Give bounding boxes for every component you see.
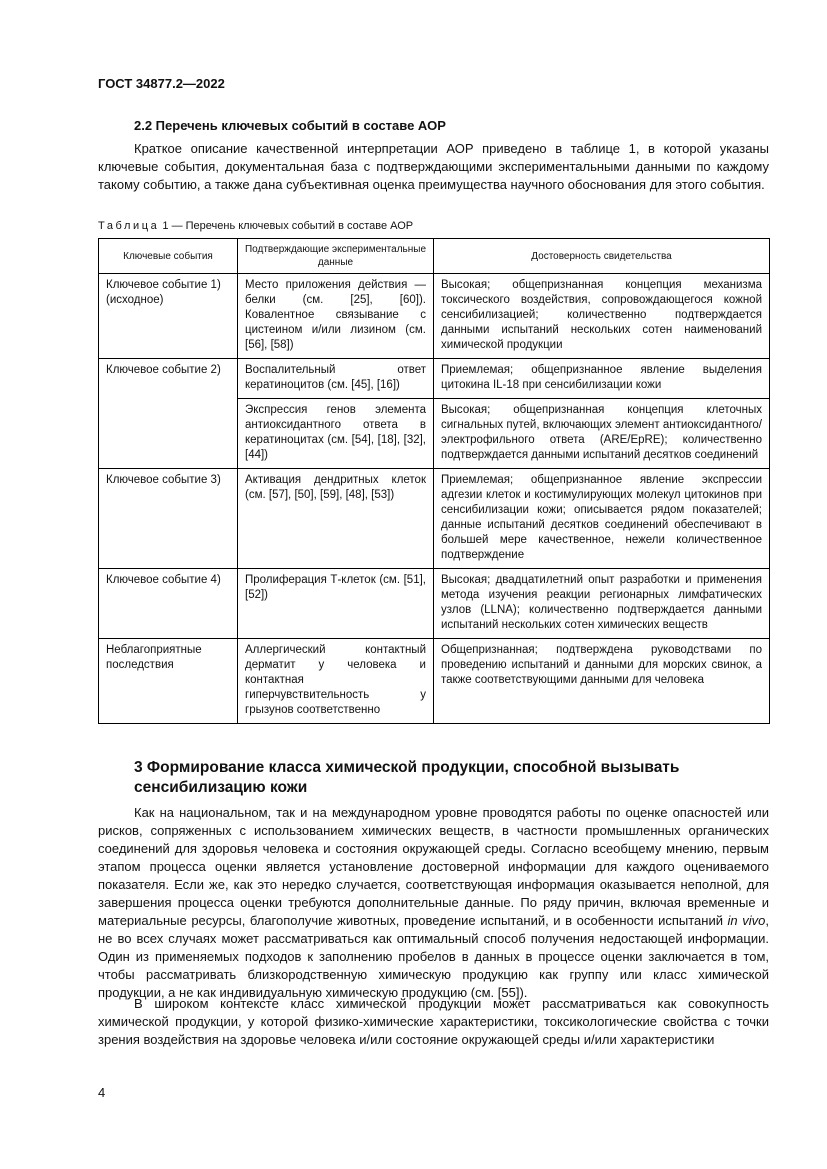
table-row	[99, 639, 770, 724]
cell-event: Неблагоприятные последствия	[99, 639, 238, 724]
cell-evidence: Высокая; двадцатилетний опыт разработки и применения метода изучения реакции регионарных лимфатических узлов (LLNA); количественно подтверждается данными испытаний нескольких сотен химических веществ	[434, 569, 770, 639]
header-key-events: Ключевые события	[99, 239, 238, 274]
cell-data: Пролиферация Т-клеток (см. [51], [52])	[238, 569, 434, 639]
section-2-2-paragraph: Краткое описание качественной интерпретации АОР приведено в таблице 1, в которой указаны ключевые события, документальная база с подтверждающими экспериментальными данными по каждому такому событию, а также дана субъективная оценка преимущества научного обоснования для этого события.	[98, 141, 769, 192]
document-code: ГОСТ 34877.2—2022	[98, 76, 225, 91]
section-3-heading: 3 Формирование класса химической продукции, способной вызывать сенсибилизацию кожи	[134, 759, 680, 796]
cell-event: Ключевое событие 3)	[99, 469, 238, 569]
cell-data: Место приложения действия — белки (см. [25], [60]). Ковалентное связывание с цистеином и/или лизином (см. [56], [58])	[238, 274, 434, 359]
paragraph-text: , не во всех случаях может рассматриваться как оптимальный способ получения недостающей информации. Один из применяемых подходов к заполнению пробелов в данных в процессе оценки заключается в том, чтобы рассматривать близкородственную химическую продукцию как группу или класс химической продукции, а не как индивидуальную химическую продукцию (см. [55]).	[98, 913, 769, 1000]
header-experimental-data: Подтверждающие экспериментальные данные	[238, 239, 434, 274]
table-row	[99, 569, 770, 639]
cell-event: Ключевое событие 1) (исходное)	[99, 274, 238, 359]
table-row	[99, 469, 770, 569]
cell-event: Ключевое событие 2)	[99, 359, 238, 469]
cell-evidence: Высокая; общепризнанная концепция механизма токсического воздействия, сопровождающегося кожной сенсибилизацией; количественно подтверждается данными испытаний нескольких сотен наименований химической продукции	[434, 274, 770, 359]
cell-data: Экспрессия генов элемента антиоксидантного ответа в кератиноцитах (см. [54], [18], [32], [44])	[238, 399, 434, 469]
section-3-paragraph-2: В широком контексте класс химической продукции может рассматриваться как совокупность химической продукции, у которой физико-химические характеристики, токсикологические свойства с точки зрения воздействия на здоровье человека и/или состояние окружающей среды и/или характеристики	[98, 996, 769, 1047]
header-evidence: Достоверность свидетельства	[434, 239, 770, 274]
paragraph-italic: in vivo	[727, 913, 766, 928]
cell-data: Аллергический контактный дерматит у человека и контактная гиперчувствительность у грызунов соответственно	[238, 639, 434, 724]
section-3-paragraph-1	[98, 804, 769, 1002]
cell-data: Активация дендритных клеток (см. [57], [50], [59], [48], [53])	[238, 469, 434, 569]
cell-evidence: Высокая; общепризнанная концепция клеточных сигнальных путей, включающих элемент антиоксидантного/электрофильного ответа (ARE/EpRE); количественно подтверждается данными испытаний десятков соединений	[434, 399, 770, 469]
cell-evidence: Приемлемая; общепризнанное явление экспрессии адгезии клеток и костимулирующих молекул цитокинов при сенсибилизации кожи; описывается рядом показателей; данные испытаний десятков соединений обеспечивают в большей мере качественное, нежели количественное подтверждение	[434, 469, 770, 569]
cell-data: Воспалительный ответ кератиноцитов (см. [45], [16])	[238, 359, 434, 399]
key-events-table	[98, 238, 770, 724]
table-row	[99, 359, 770, 399]
table-row	[99, 274, 770, 359]
paragraph-text: Как на национальном, так и на международном уровне проводятся работы по оценке опасностей или рисков, сопряженных с использованием химических веществ, в частности промышленных органических соединений для здоровья человека и состояния окружающей среды. Согласно всеобщему мнению, первым этапом процесса оценки является установление достоверной информации для каждого оцениваемого показателя. Если же, как это нередко случается, соответствующая информация оказывается неполной, для завершения процесса оценки требуются дополнительные данные. По ряду причин, включая временные и материальные ресурсы, благополучие животных, проведение испытаний, и в особенности испытаний	[98, 805, 769, 928]
table-caption-text: 1 — Перечень ключевых событий в составе АОР	[159, 220, 414, 232]
table-caption-label: Таблица	[98, 220, 160, 232]
table-caption	[98, 220, 413, 232]
cell-evidence: Приемлемая; общепризнанное явление выделения цитокина IL-18 при сенсибилизации кожи	[434, 359, 770, 399]
cell-event: Ключевое событие 4)	[99, 569, 238, 639]
cell-evidence: Общепризнанная; подтверждена руководствами по проведению испытаний и данными для морских свинок, а также соответствующими данными для человека	[434, 639, 770, 724]
section-2-2-heading: 2.2 Перечень ключевых событий в составе АОР	[134, 118, 446, 133]
table-header-row	[99, 239, 770, 274]
page-number: 4	[98, 1085, 106, 1100]
